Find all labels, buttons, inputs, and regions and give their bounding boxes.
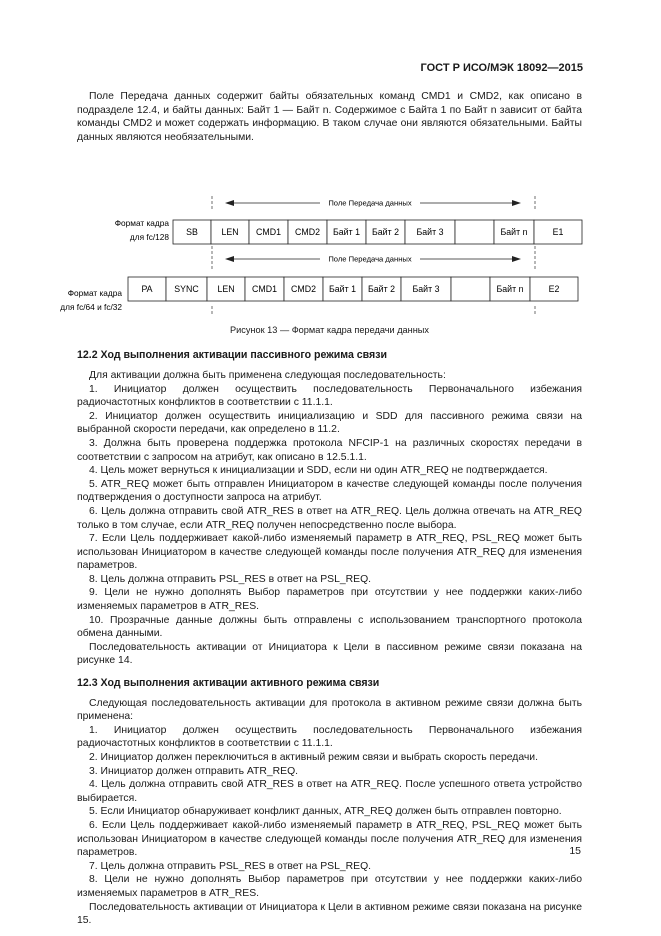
paragraph: 5. ATR_REQ может быть отправлен Инициатором в качестве следующей команды после получения подтверждения о доступности запроса на атрибут. (77, 478, 582, 504)
frame-cell-label: Байт n (496, 284, 524, 295)
frame-cell-label: Байт 3 (412, 284, 440, 295)
paragraph: 3. Инициатор должен отправить ATR_REQ. (89, 765, 299, 777)
frame-cell-label: LEN (221, 227, 239, 238)
paragraph: 7. Если Цель поддерживает какой-либо изменяемый параметр в ATR_REQ, PSL_REQ может быть использован Инициатором в качестве следующей команды после получения ATR_REQ для изменения параметров. (77, 533, 582, 572)
paragraph: 7. Цель должна отправить PSL_RES в ответ на PSL_REQ. (89, 860, 372, 872)
paragraph: Следующая последовательность активации для протокола в активном режиме связи должна быть применена: (77, 697, 582, 723)
paragraph: 1. Инициатор должен осуществить последовательность Первоначального избежания радиочастотных конфликтов в соответствии с 11.1.1. (77, 724, 582, 750)
paragraph: 6. Если Цель поддерживает какой-либо изменяемый параметр в ATR_REQ, PSL_REQ может быть использован Инициатором в качестве следующей команды после получения ATR_REQ для изменения параметров. (77, 819, 582, 859)
section-12-2-body (77, 369, 582, 668)
frame-cell-label: Байт 1 (333, 227, 360, 238)
frame-cell (455, 220, 494, 244)
arrow-head-right (512, 256, 521, 262)
paragraph: 9. Цели не нужно дополнять Выбор параметров при отсутствии у нее поддержки каких-либо изменяемых параметров в ATR_RES. (77, 587, 582, 613)
paragraph: 3. Должна быть проверена поддержка протокола NFCIP-1 на различных скоростях передачи в соответствии с запросом на атрибут, как описано в 12.5.1.1. (77, 437, 582, 463)
frame-cell-label: Байт 3 (416, 227, 444, 238)
section-12-3-body (77, 697, 582, 928)
paragraph: 2. Инициатор должен осуществить инициализацию и SDD для пассивного режима связи на выбранной скорости передачи, как определено в 11.2. (77, 410, 582, 436)
frame-cell-label: SB (186, 227, 198, 238)
frame-cell-label: PA (141, 284, 153, 295)
intro-paragraph: Поле Передача данных содержит байты обязательных команд CMD1 и CMD2, как описано в подразделе 12.4, и байты данных: Байт 1 — Байт n. Содержимое с Байта 1 по Байт n зависит от байта команды CMD2 и может содержать информацию. В таком случае они являются обязательными. Байты данных являются необязательными. (77, 91, 582, 143)
frame-cell-label: LEN (217, 284, 235, 295)
arrow-head-left (225, 256, 234, 262)
frame-row-fc64-fc32 (128, 277, 578, 301)
frame-format-figure (60, 148, 582, 336)
paragraph: 1. Инициатор должен осуществить последовательность Первоначального избежания радиочастотных конфликтов в соответствии с 11.1.1. (77, 383, 582, 409)
paragraph: Последовательность активации от Инициатора к Цели в пассивном режиме связи показана на рисунке 14. (77, 641, 582, 667)
arrow-label: Поле Передача данных (328, 198, 412, 208)
row2-label-2: для fc/64 и fc/32 (60, 302, 122, 313)
frame-cell-label: CMD2 (291, 284, 316, 295)
row1-label-1: Формат кадра (114, 218, 169, 229)
frame-row-fc128 (173, 220, 582, 244)
paragraph: 2. Инициатор должен переключиться в активный режим связи и выбрать скорость передачи. (89, 752, 538, 763)
figure-caption: Рисунок 13 — Формат кадра передачи данных (229, 325, 430, 336)
document-id: ГОСТ Р ИСО/МЭК 18092—2015 (420, 62, 583, 74)
paragraph: Последовательность активации от Инициатора к Цели в активном режиме связи показана на рисунке 15. (77, 901, 582, 927)
frame-cell-label: E2 (548, 284, 560, 295)
frame-cell-label: CMD1 (256, 227, 281, 238)
paragraph: 5. Если Инициатор обнаруживает конфликт данных, ATR_REQ должен быть отправлен повторно. (89, 806, 562, 818)
frame-cell-label: Байт 1 (329, 284, 356, 295)
page-content (60, 90, 582, 928)
frame-cell-label: Байт 2 (368, 284, 395, 295)
frame-cell-label: CMD2 (295, 227, 320, 238)
page-number: 15 (569, 845, 581, 857)
paragraph: 4. Цель может вернуться к инициализации и SDD, если ни один ATR_REQ не подтверждается. (89, 465, 548, 477)
frame-cell-label: SYNC (174, 284, 199, 295)
section-12-3-title: 12.3 Ход выполнения активации активного режима связи (77, 677, 380, 690)
arrow-head-right (512, 200, 521, 206)
paragraph: 8. Цели не нужно дополнять Выбор параметров при отсутствии у нее поддержки каких-либо изменяемых параметров в ATR_RES. (77, 874, 582, 899)
frame-cell (451, 277, 490, 301)
section-12-2-title: 12.2 Ход выполнения активации пассивного режима связи (77, 349, 388, 362)
frame-cell-label: CMD1 (252, 284, 277, 295)
paragraph: 4. Цель должна отправить свой ATR_RES в ответ на ATR_REQ. После успешного ответа устройство выбирается. (77, 779, 582, 804)
frame-cell-label: Байт 2 (372, 227, 399, 238)
arrow-head-left (225, 200, 234, 206)
arrow-label: Поле Передача данных (328, 254, 412, 264)
frame-format-diagram (60, 148, 582, 326)
row1-label-2: для fc/128 (129, 232, 169, 243)
paragraph: 6. Цель должна отправить свой ATR_RES в ответ на ATR_REQ. Цель должна отвечать на ATR_REQ только в том случае, если ATR_REQ получен непосредственно после выбора. (77, 505, 582, 531)
paragraph: 10. Прозрачные данные должны быть отправлены с использованием транспортного протокола обмена данными. (77, 614, 582, 640)
frame-cell-label: Байт n (500, 227, 528, 238)
row2-label-1: Формат кадра (67, 288, 122, 299)
frame-cell-label: E1 (552, 227, 564, 238)
paragraph: 8. Цель должна отправить PSL_RES в ответ на PSL_REQ. (89, 573, 372, 585)
paragraph: Для активации должна быть применена следующая последовательность: (89, 369, 446, 381)
